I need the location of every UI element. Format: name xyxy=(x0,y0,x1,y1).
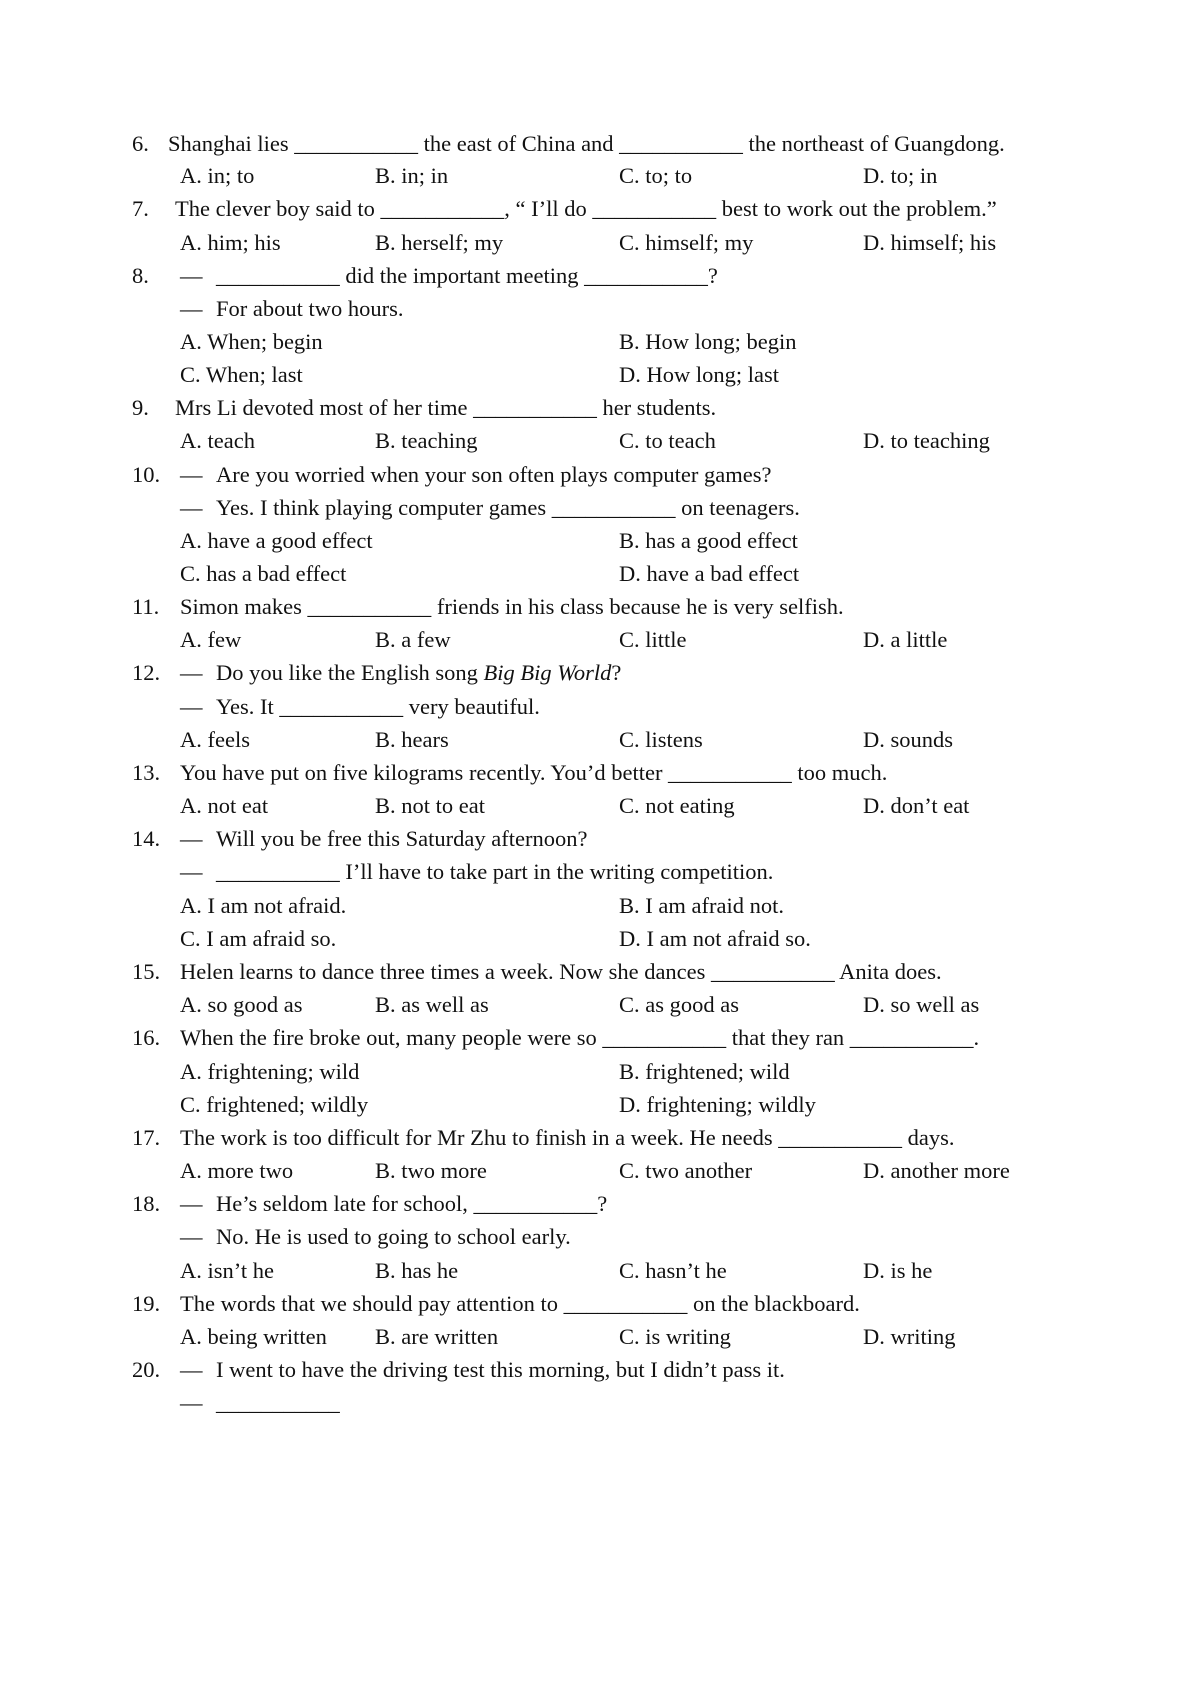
dialog-dash: — xyxy=(180,1390,203,1415)
option-d[interactable]: D. to teaching xyxy=(863,428,990,453)
question-number: 16. xyxy=(132,1025,161,1050)
dialog-line: ___________ I’ll have to take part in the writing competition. xyxy=(216,859,774,884)
option-d[interactable]: D. don’t eat xyxy=(863,793,970,818)
option-c[interactable]: C. as good as xyxy=(619,992,739,1017)
option-c[interactable]: C. hasn’t he xyxy=(619,1258,727,1283)
option-b[interactable]: B. has a good effect xyxy=(619,528,798,553)
dialog-dash: — xyxy=(180,826,203,851)
option-a[interactable]: A. being written xyxy=(180,1324,327,1349)
question-text: Helen learns to dance three times a week. Now she dances ___________ Anita does. xyxy=(180,959,942,984)
question-text: You have put on five kilograms recently. You’d better ___________ too much. xyxy=(180,760,888,785)
option-b[interactable]: B. teaching xyxy=(375,428,478,453)
dialog-line: ___________ did the important meeting ___________? xyxy=(216,263,718,288)
question-text: Shanghai lies ___________ the east of China and ___________ the northeast of Guangdong. xyxy=(168,131,1005,156)
option-a[interactable]: A. have a good effect xyxy=(180,528,373,553)
dialog-dash: — xyxy=(180,859,203,884)
question-text: The words that we should pay attention to ___________ on the blackboard. xyxy=(180,1291,860,1316)
answer-blank[interactable]: ___________ xyxy=(216,1390,340,1415)
question-number: 18. xyxy=(132,1191,161,1216)
option-a[interactable]: A. so good as xyxy=(180,992,303,1017)
option-b[interactable]: B. herself; my xyxy=(375,230,504,255)
dialog-dash: — xyxy=(180,296,203,321)
option-c[interactable]: C. himself; my xyxy=(619,230,754,255)
option-d[interactable]: D. frightening; wildly xyxy=(619,1092,816,1117)
option-a[interactable]: A. few xyxy=(180,627,242,652)
option-b[interactable]: B. How long; begin xyxy=(619,329,797,354)
question-number: 13. xyxy=(132,760,161,785)
dialog-dash: — xyxy=(180,1357,203,1382)
dialog-dash: — xyxy=(180,263,203,288)
option-b[interactable]: B. as well as xyxy=(375,992,489,1017)
question-number: 10. xyxy=(132,462,161,487)
question-text: The work is too difficult for Mr Zhu to finish in a week. He needs ___________ days. xyxy=(180,1125,955,1150)
option-a[interactable]: A. isn’t he xyxy=(180,1258,274,1283)
question-number: 15. xyxy=(132,959,161,984)
option-b[interactable]: B. hears xyxy=(375,727,449,752)
option-b[interactable]: B. two more xyxy=(375,1158,487,1183)
dialog-dash: — xyxy=(180,462,203,487)
option-d[interactable]: D. have a bad effect xyxy=(619,561,800,586)
dialog-line: I went to have the driving test this morning, but I didn’t pass it. xyxy=(216,1357,785,1382)
option-d[interactable]: D. sounds xyxy=(863,727,954,752)
question-text: The clever boy said to ___________, “ I’ll do ___________ best to work out the problem.” xyxy=(175,196,997,221)
option-a[interactable]: A. feels xyxy=(180,727,250,752)
option-c[interactable]: C. is writing xyxy=(619,1324,731,1349)
dialog-dash: — xyxy=(180,495,203,520)
option-c[interactable]: C. little xyxy=(619,627,687,652)
question-number: 11. xyxy=(132,594,160,619)
dialog-reply xyxy=(180,1388,1080,1508)
dialog-line: Are you worried when your son often plays computer games? xyxy=(216,462,772,487)
question-number: 7. xyxy=(132,196,149,221)
option-b[interactable]: B. are written xyxy=(375,1324,499,1349)
option-a[interactable]: A. more two xyxy=(180,1158,294,1183)
question-text: Mrs Li devoted most of her time ___________ her students. xyxy=(175,395,717,420)
option-b[interactable]: B. frightened; wild xyxy=(619,1059,790,1084)
option-c[interactable]: C. When; last xyxy=(180,362,303,387)
question-number: 20. xyxy=(132,1357,161,1382)
option-c[interactable]: C. listens xyxy=(619,727,703,752)
dialog-text-pre: Do you like the English song xyxy=(216,660,484,685)
question-number: 19. xyxy=(132,1291,161,1316)
dialog-dash: — xyxy=(180,660,203,685)
question-number: 17. xyxy=(132,1125,161,1150)
option-d[interactable]: D. another more xyxy=(863,1158,1010,1183)
dialog-line: For about two hours. xyxy=(216,296,404,321)
dialog-line xyxy=(216,658,621,688)
question-number: 8. xyxy=(132,263,149,288)
option-b[interactable]: B. not to eat xyxy=(375,793,485,818)
option-c[interactable]: C. to teach xyxy=(619,428,716,453)
song-title: Big Big World xyxy=(483,660,612,685)
dialog-line: Yes. I think playing computer games ___________ on teenagers. xyxy=(216,495,800,520)
option-d[interactable]: D. himself; his xyxy=(863,230,997,255)
option-b[interactable]: B. a few xyxy=(375,627,451,652)
question-text: When the fire broke out, many people were so ___________ that they ran ___________. xyxy=(180,1025,980,1050)
option-d[interactable]: D. How long; last xyxy=(619,362,779,387)
option-a[interactable]: A. I am not afraid. xyxy=(180,893,347,918)
option-a[interactable]: A. not eat xyxy=(180,793,269,818)
dialog-line: He’s seldom late for school, ___________? xyxy=(216,1191,608,1216)
question-number: 12. xyxy=(132,660,161,685)
option-a[interactable]: A. him; his xyxy=(180,230,281,255)
question-number: 6. xyxy=(132,131,149,156)
question-number: 14. xyxy=(132,826,161,851)
question-text: Simon makes ___________ friends in his class because he is very selfish. xyxy=(180,594,844,619)
option-d[interactable]: D. is he xyxy=(863,1258,933,1283)
option-a[interactable]: A. frightening; wild xyxy=(180,1059,360,1084)
option-d[interactable]: D. to; in xyxy=(863,163,938,188)
option-a[interactable]: A. When; begin xyxy=(180,329,323,354)
option-c[interactable]: C. not eating xyxy=(619,793,735,818)
option-b[interactable]: B. I am afraid not. xyxy=(619,893,784,918)
dialog-line: Yes. It ___________ very beautiful. xyxy=(216,694,540,719)
option-d[interactable]: D. writing xyxy=(863,1324,956,1349)
option-c[interactable]: C. frightened; wildly xyxy=(180,1092,369,1117)
question-number: 9. xyxy=(132,395,149,420)
option-c[interactable]: C. to; to xyxy=(619,163,693,188)
dialog-line: Will you be free this Saturday afternoon? xyxy=(216,826,588,851)
option-b[interactable]: B. in; in xyxy=(375,163,449,188)
option-d[interactable]: D. so well as xyxy=(863,992,980,1017)
option-c[interactable]: C. I am afraid so. xyxy=(180,926,337,951)
dialog-dash: — xyxy=(180,1224,203,1249)
dialog-text-post: ? xyxy=(611,660,622,685)
option-a[interactable]: A. teach xyxy=(180,428,255,453)
option-a[interactable]: A. in; to xyxy=(180,163,255,188)
option-d[interactable]: D. a little xyxy=(863,627,948,652)
option-c[interactable]: C. has a bad effect xyxy=(180,561,347,586)
dialog-line: No. He is used to going to school early. xyxy=(216,1224,571,1249)
option-c[interactable]: C. two another xyxy=(619,1158,753,1183)
dialog-dash: — xyxy=(180,694,203,719)
option-d[interactable]: D. I am not afraid so. xyxy=(619,926,811,951)
dialog-dash: — xyxy=(180,1191,203,1216)
option-b[interactable]: B. has he xyxy=(375,1258,459,1283)
